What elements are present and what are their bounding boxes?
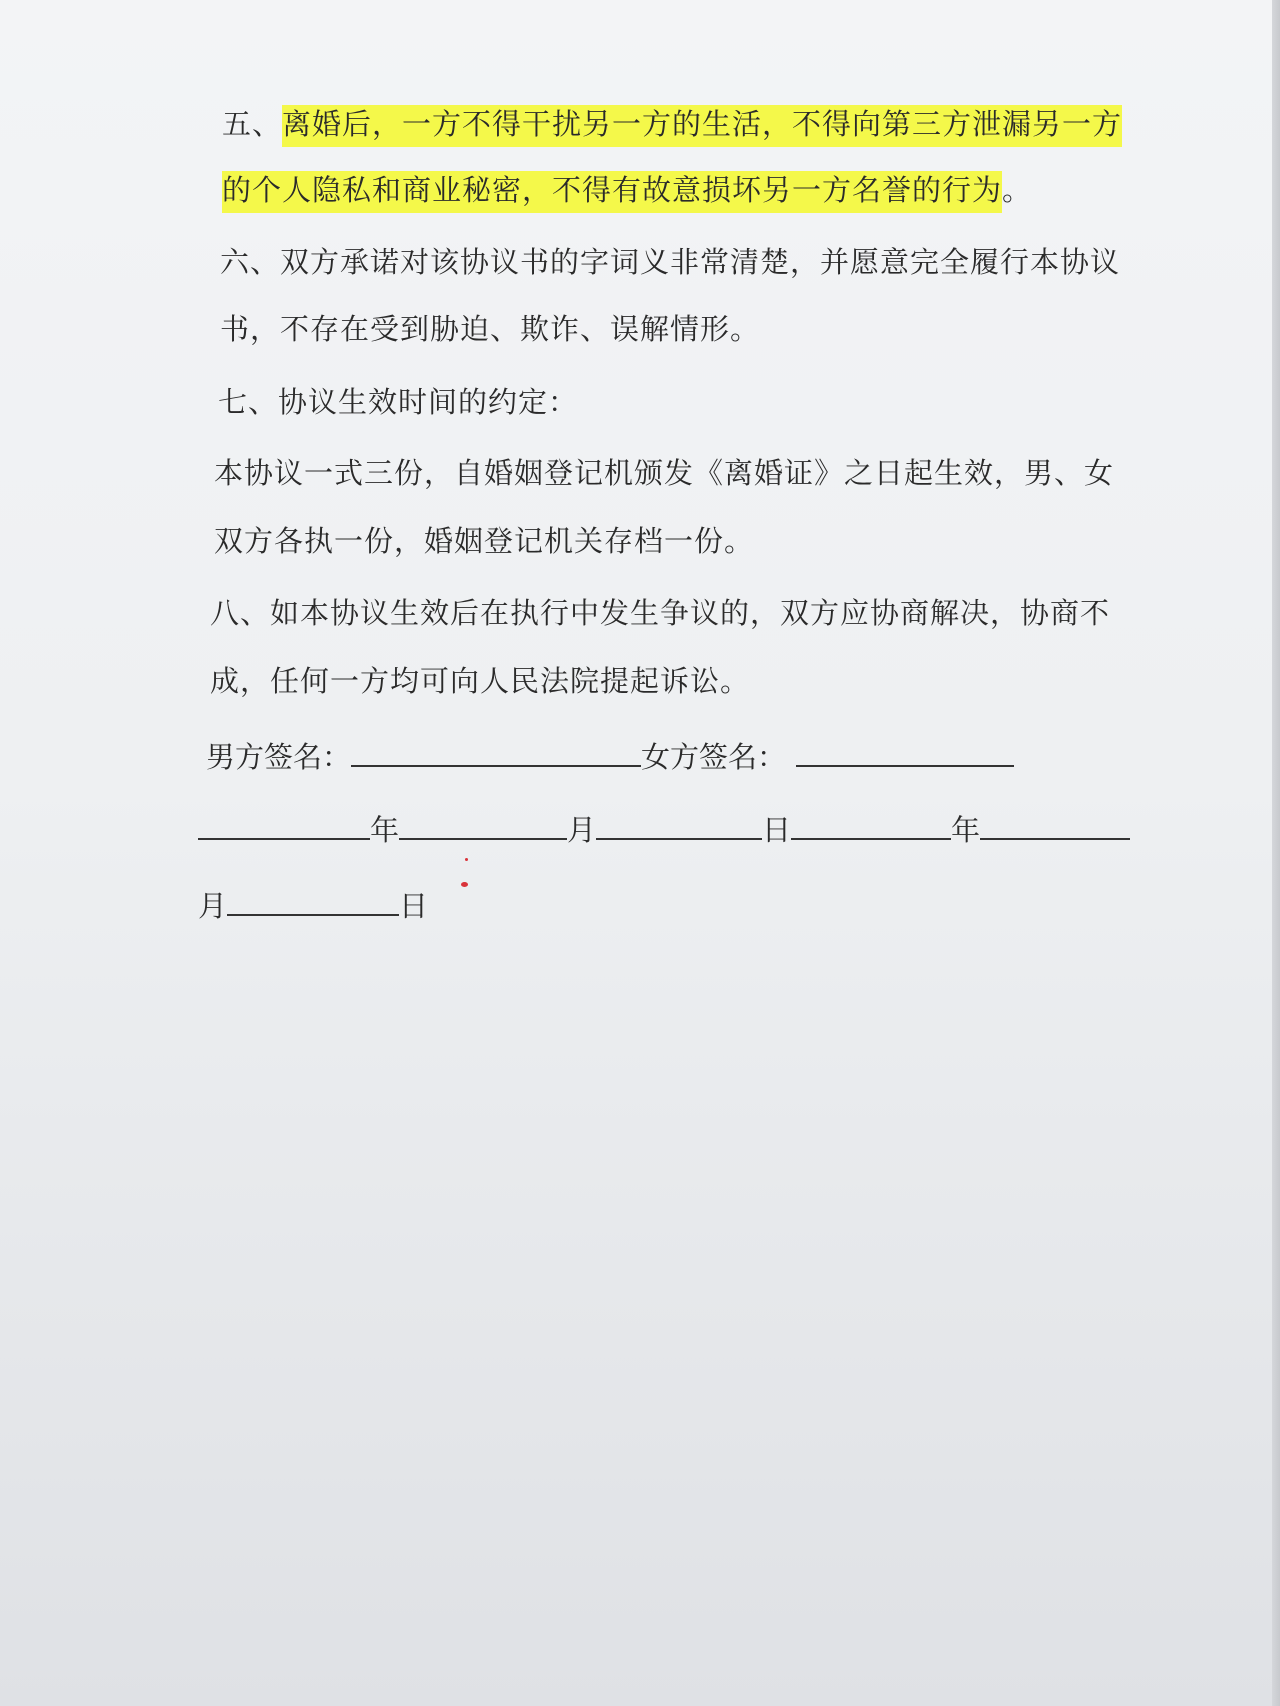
clause-7-heading: 七、协议生效时间的约定： xyxy=(218,385,579,419)
male-month-label: 月 xyxy=(567,813,597,847)
signature-row xyxy=(206,735,1014,776)
clause-5-highlight-1: 离婚后，一方不得干扰另一方的生活，不得向第三方泄漏另一方 xyxy=(282,105,1122,147)
date-row-2 xyxy=(198,884,428,925)
female-year-label: 年 xyxy=(951,813,981,847)
female-month-line-a[interactable] xyxy=(980,812,1130,840)
female-signature-line[interactable] xyxy=(796,739,1014,767)
clause-7-line-3: 双方各执一份，婚姻登记机关存档一份。 xyxy=(214,524,755,558)
male-signature-line[interactable] xyxy=(351,739,641,767)
male-month-line[interactable] xyxy=(399,812,567,840)
red-ink-dot xyxy=(465,858,468,861)
clause-5-prefix: 五、 xyxy=(222,107,283,141)
male-day-line[interactable] xyxy=(596,812,762,840)
clause-5-line-2 xyxy=(222,168,1032,209)
female-day-label: 日 xyxy=(399,889,429,923)
male-year-label: 年 xyxy=(370,813,400,847)
clause-5-highlight-2: 的个人隐私和商业秘密，不得有故意损坏另一方名誉的行为 xyxy=(222,171,1002,213)
male-signature-label: 男方签名： xyxy=(206,740,352,774)
clause-5-tail: 。 xyxy=(1002,173,1033,207)
female-year-line[interactable] xyxy=(791,812,951,840)
clause-5-line-1 xyxy=(222,102,1122,143)
clause-6-line-1: 六、双方承诺对该协议书的字词义非常清楚，并愿意完全履行本协议 xyxy=(220,245,1121,279)
male-year-line[interactable] xyxy=(198,812,370,840)
clause-6-line-2: 书，不存在受到胁迫、欺诈、误解情形。 xyxy=(220,312,761,346)
red-ink-stain xyxy=(461,882,468,887)
clause-7-line-2: 本协议一式三份，自婚姻登记机颁发《离婚证》之日起生效，男、女 xyxy=(214,456,1115,490)
female-signature-label: 女方签名： xyxy=(641,740,787,774)
clause-8-line-1: 八、如本协议生效后在执行中发生争议的，双方应协商解决，协商不 xyxy=(210,596,1111,630)
page-edge xyxy=(1272,0,1280,1706)
clause-8-line-2: 成，任何一方均可向人民法院提起诉讼。 xyxy=(210,664,751,698)
date-row-1 xyxy=(198,808,1130,849)
male-day-label: 日 xyxy=(762,813,792,847)
female-month-label: 月 xyxy=(198,889,228,923)
female-month-line-b[interactable] xyxy=(227,888,399,916)
